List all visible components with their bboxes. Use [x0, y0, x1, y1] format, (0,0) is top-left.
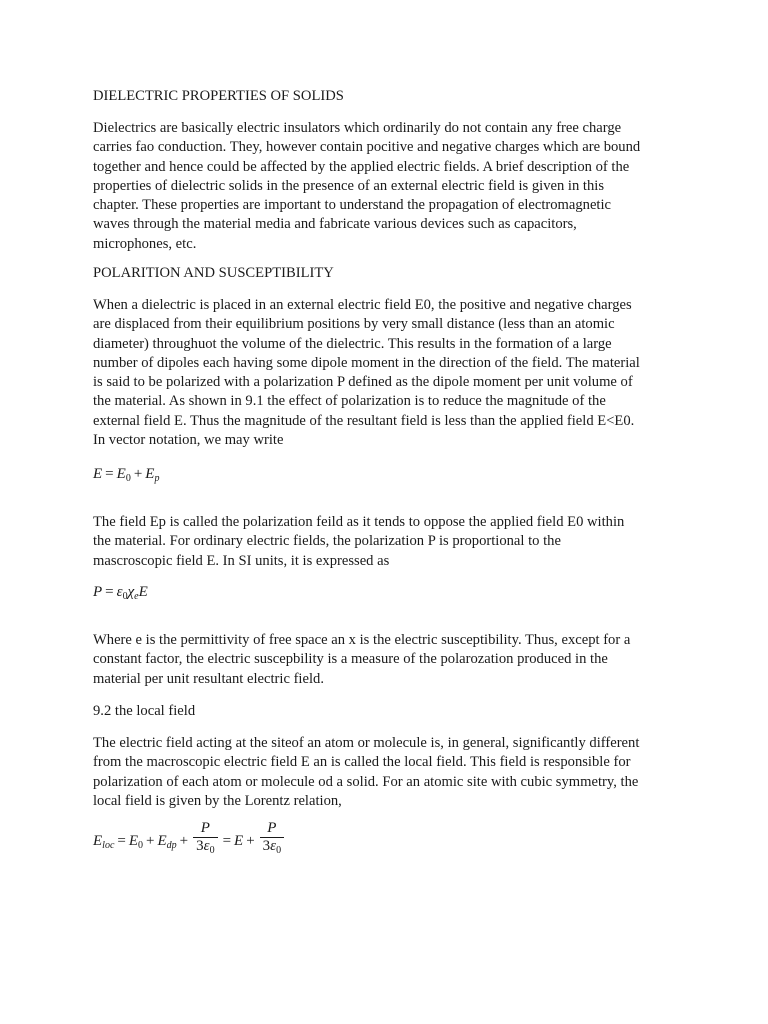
text-line: diameter) throughuot the volume of the dielectric. This results in the formation of a large — [93, 335, 612, 352]
polarization-paragraph-1 — [93, 296, 693, 450]
fraction: $\frac{P}{3\varepsilon_0}$ — [260, 820, 284, 859]
text-line: polarization of each atom or molecule od a solid. For an atomic site with cubic symmetry, the — [93, 773, 639, 790]
text-line: from the macroscopic electric field E an is called the local field. This field is responsible for — [93, 754, 631, 771]
text-line: the material. As shown in 9.1 the effect of polarization is to reduce the magnitude of the — [93, 393, 606, 410]
text-line: The electric field acting at the siteof an atom or molecule is, in general, significantly different — [93, 735, 640, 751]
text-line: microphones, etc. — [93, 235, 197, 252]
text-line: external field E. Thus the magnitude of the resultant field is less than the applied field E<E0. — [93, 412, 635, 429]
text-line: number of dipoles each having some dipole moment in the direction of the field. The material — [93, 354, 640, 371]
equation-field-sum: $E = E_0 + E_p$ — [93, 466, 160, 484]
text-line: is said to be polarized with a polarization P defined as the dipole moment per unit volume of — [93, 374, 633, 391]
text-line: the material. For ordinary electric fields, the polarization P is proportional to the — [93, 533, 561, 550]
polarization-paragraph-2 — [93, 513, 693, 571]
fraction: $\frac{P}{3\varepsilon_0}$ — [193, 820, 217, 859]
document-title: DIELECTRIC PROPERTIES OF SOLIDS — [93, 88, 344, 104]
text-line: Where e is the permittivity of free space an x is the electric susceptibility. Thus, except for a — [93, 632, 631, 648]
text-line: In vector notation, we may write — [93, 432, 284, 449]
text-line: constant factor, the electric suscepbility is a measure of the polarozation produced in the — [93, 651, 608, 668]
text-line: Dielectrics are basically electric insulators which ordinarily do not contain any free charge — [93, 120, 622, 136]
text-line: The field Ep is called the polarization feild as it tends to oppose the applied field E0 within — [93, 514, 625, 530]
text-line: together and hence could be affected by the applied electric fields. A brief description of the — [93, 158, 630, 175]
section-heading-local-field: 9.2 the local field — [93, 703, 196, 719]
text-line: mascroscopic field E. In SI units, it is expressed as — [93, 552, 390, 569]
polarization-paragraph-3 — [93, 631, 693, 689]
text-line: carries fao conduction. They, however contain pocitive and negative charges which are bound — [93, 139, 641, 156]
local-field-paragraph — [93, 734, 693, 811]
text-line: material per unit resultant electric field. — [93, 670, 324, 687]
text-line: When a dielectric is placed in an external electric field E0, the positive and negative charges — [93, 297, 632, 313]
text-line: chapter. These properties are important to understand the propagation of electromagnetic — [93, 197, 612, 214]
text-line: are displaced from their equilibrium positions by very small distance (less than an atomic — [93, 316, 615, 333]
intro-paragraph — [93, 119, 693, 254]
equation-lorentz-relation: $E_{loc} = E_0 + E_{dp}$ + $\frac{P}{3\varepsilon_0}$ = E + $\frac{P}{3\varepsilon_0}$ — [93, 822, 286, 861]
text-line: properties of dielectric solids in the presence of an external electric field is given in this — [93, 177, 605, 194]
text-line: local field is given by the Lorentz relation, — [93, 792, 342, 809]
section-heading-polarization: POLARITION AND SUSCEPTIBILITY — [93, 265, 334, 281]
equation-polarization: $P = \varepsilon_0\chi_eE$ — [93, 584, 148, 602]
text-line: waves through the material media and fabricate various devices such as capacitors, — [93, 216, 577, 233]
